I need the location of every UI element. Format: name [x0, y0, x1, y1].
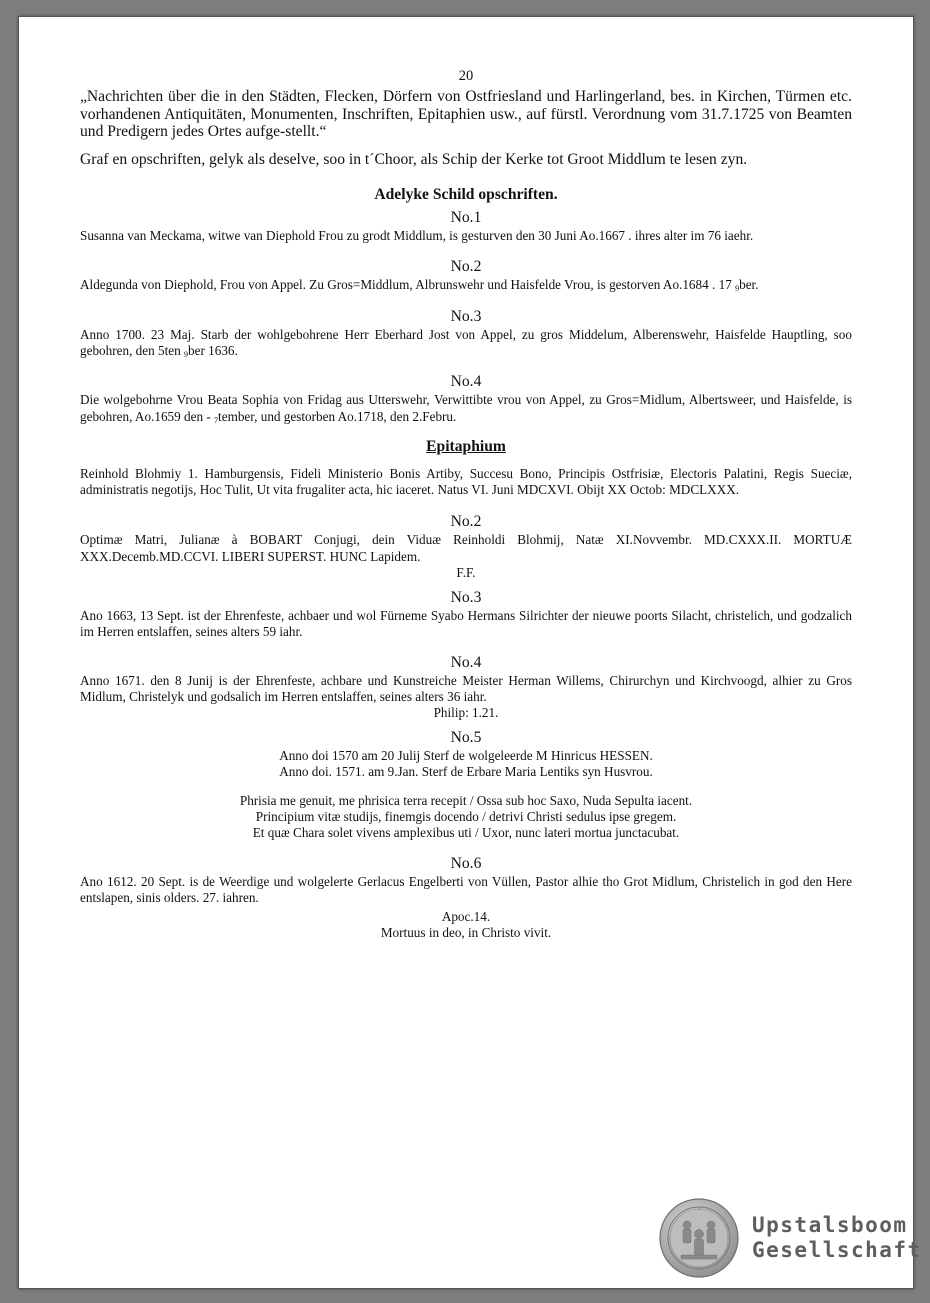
document-page — [18, 16, 922, 1289]
society-logo-text — [752, 1213, 922, 1263]
epitaph-text: Reinhold Blohmiy 1. Hamburgensis, Fideli Ministerio Bonis Artiby, Succesu Bono, Principis Ostfrisiæ, Electoris Palatini, Regis Sueciæ, administratis negotijs, Hoc Tulit, Ut vita frugaliter acta, hic iaceret. Natus VI. Juni MDCXVI. Obijt XX Octob: MDCLXXX. — [80, 465, 852, 498]
spacer — [80, 781, 852, 793]
logo-line-2: Gesellschaft — [752, 1238, 922, 1262]
section-title-suffix: . — [553, 186, 558, 204]
entry-number: No.2 — [450, 258, 482, 276]
entry-text-subscript: 7 — [214, 415, 219, 425]
epitaph-reference: Philip: 1.21. — [433, 705, 499, 721]
entry-text-part: ber. — [739, 277, 759, 293]
section-title: Epitaphium — [426, 438, 506, 456]
entry-number: No.1 — [450, 208, 482, 226]
epitaph-text: Ano 1663, 13 Sept. ist der Ehrenfeste, achbaer und wol Fürneme Syabo Hermans Silrichter der nieuwe poorts Silacht, christelich, und godzalich im Herren entslaffen, seines alters 59 iahr. — [80, 607, 852, 640]
page-number: 20 — [458, 68, 474, 84]
entry-number: No.4 — [450, 653, 482, 671]
document-body — [80, 68, 852, 941]
entry-text-part: Anno 1700. 23 Maj. Starb der wohlgebohrene Herr Eberhard Jost von Appel, zu gros Middelum, Alberenswehr, Haisfelde Hauptling, soo gebohren, den 5ten — [80, 326, 852, 359]
epitaph-reference: Apoc.14. — [441, 908, 491, 924]
entry-text-part: Aldegunda von Diephold, Frou von Appel. Zu Gros=Middlum, Albrunswehr und Haisfelde Vrou, is gestorven Ao.1684 . 17 — [80, 277, 736, 293]
verse-line: Et quæ Chara solet vivens amplexibus uti / Uxor, nunc lateri mortua junctacubat. — [252, 825, 680, 841]
entry-number: No.3 — [450, 307, 482, 325]
epitaph-closing: Mortuus in deo, in Christo vivit. — [380, 924, 552, 940]
verse-line: Phrisia me genuit, me phrisica terra recepit / Ossa sub hoc Saxo, Nuda Sepulta iacent. — [239, 792, 693, 808]
epitaph-closing: F.F. — [456, 565, 476, 581]
section-heading-adelyke — [80, 187, 852, 203]
epitaph-line: Anno doi. 1571. am 9.Jan. Sterf de Erbare Maria Lentiks syn Husvrou. — [279, 764, 653, 780]
society-seal-icon — [659, 1198, 739, 1278]
section-heading-epitaphium — [80, 439, 852, 455]
entry-number: No.3 — [450, 588, 482, 606]
entry-number: No.2 — [450, 513, 482, 531]
entry-text-subscript: 9 — [735, 284, 740, 294]
entry-text-part: ber 1636. — [188, 343, 238, 359]
entry-text-part: Die wolgebohrne Vrou Beata Sophia von Fridag aus Utterswehr, Verwittibte vrou von Appel, zu Gros=Midlum, Albertsweer, und Haisfelde, is gebohren, Ao.1659 den - — [80, 392, 852, 424]
entry-text: Susanna van Meckama, witwe van Diephold Frou zu grodt Middlum, is gesturven den 30 Juni Ao.1667 . ihres alter im 76 iaehr. — [80, 227, 754, 243]
entry-number: No.4 — [450, 373, 482, 391]
entry-text — [80, 327, 852, 360]
entry-number: No.5 — [450, 728, 482, 746]
entry-text-part: tember, und gestorben Ao.1718, den 2.Febru. — [218, 408, 457, 424]
epitaph-text: Ano 1612. 20 Sept. is de Weerdige und wolgelerte Gerlacus Engelberti von Vüllen, Pastor alhie tho Grot Midlum, Christelich in god den Here entslapen, sinis olders. 27. iahren. — [80, 873, 852, 906]
epitaph-line: Anno doi 1570 am 20 Julij Sterf de wolgeleerde M Hinricus HESSEN. — [279, 747, 653, 763]
verse-line: Principium vitæ studijs, finemgis docendo / detrivi Christi sedulus ipse gregem. — [255, 808, 677, 824]
section-title: Adelyke Schild opschriften — [374, 186, 554, 204]
logo-line-1: Upstalsboom — [752, 1213, 908, 1237]
entry-text-subscript: 9 — [184, 350, 188, 360]
entry-text — [80, 277, 852, 293]
entry-text — [80, 392, 852, 425]
entry-number: No.6 — [450, 854, 482, 872]
epitaph-text: Anno 1671. den 8 Junij is der Ehrenfeste, achbare und Kunstreiche Meister Herman Willems, Chirurchyn und Kirchvoogd, alhier zu Gros Midlum, Christelyk und godsalich im Herren entslaffen, seines alters 36 iahr. — [80, 672, 852, 704]
epitaph-text: Optimæ Matri, Julianæ à BOBART Conjugi, dein Viduæ Reinholdi Blohmij, Natæ XI.Novvembr. MD.CXXX.II. MORTUÆ XXX.Decemb.MD.CCVI. LIBERI SUPERST. HUNC Lapidem. — [80, 532, 852, 564]
lead-paragraph: Graf en opschriften, gelyk als deselve, soo in t´Choor, als Schip der Kerke tot Groot Middlum te lesen zyn. — [80, 150, 748, 168]
intro-quote: „Nachrichten über die in den Städten, Flecken, Dörfern von Ostfriesland und Harlingerland, bes. in Kirchen, Türmen etc. vorhandenen Antiquitäten, Monumenten, Inschriften, Epitaphien usw., auf fürstl. Verordnung vom 31.7.1725 von Beamten und Predigern jedes Ortes aufge-stellt.“ — [80, 88, 852, 141]
